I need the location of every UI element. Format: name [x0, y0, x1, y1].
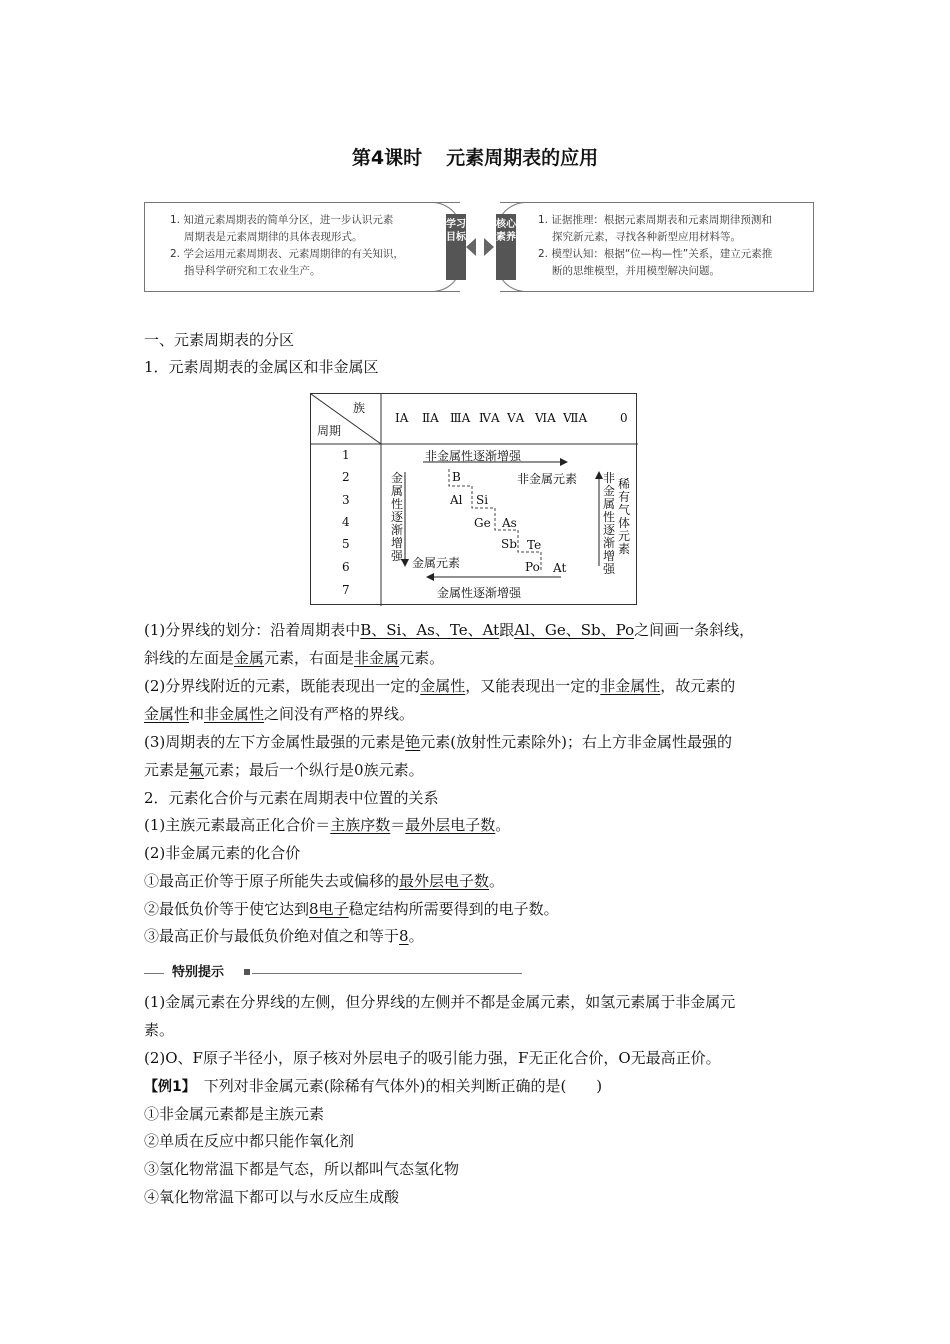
example-question — [144, 1076, 814, 1097]
paragraph-6 — [144, 871, 814, 891]
paragraph-1-line1 — [144, 620, 814, 640]
paragraph-2-line2 — [144, 704, 814, 724]
paragraph-4 — [144, 815, 814, 835]
example-option-2: ②单质在反应中都只能作氧化剂 — [144, 1132, 355, 1150]
group-IVA: ⅣA — [479, 411, 500, 425]
p8-text-a: ③最高正价与最低负价绝对值之和等于 — [144, 927, 400, 945]
p8-answer-1: 8 — [399, 927, 409, 945]
header-zhouqi: 周期 — [317, 424, 342, 438]
tip-line-2: 素。 — [144, 1021, 175, 1039]
objective-right-1: 1. 证据推理：根据元素周期表和元素周期律预测和 — [538, 214, 772, 226]
example-option-1: ①非金属元素都是主族元素 — [144, 1105, 325, 1123]
p1-text-c: 之间画一条斜线， — [634, 621, 755, 639]
example-option-3: ③氢化物常温下都是气态，所以都叫气态氢化物 — [144, 1160, 460, 1178]
period-5: 5 — [342, 537, 350, 551]
p2-text-e: 之间没有严格的界线。 — [264, 705, 415, 723]
paragraph-5: (2)非金属元素的化合价 — [144, 844, 301, 862]
period-1: 1 — [342, 448, 350, 462]
element-Po: Po — [525, 560, 540, 574]
title-lesson: 第4课时 — [351, 147, 423, 169]
p3-answer-1: 铯 — [405, 733, 421, 751]
objectives-left-text — [170, 212, 440, 280]
example-option-4: ④氧化物常温下都可以与水反应生成酸 — [144, 1188, 400, 1206]
objective-left-1: 1. 知道元素周期表的简单分区，进一步认识元素 — [170, 214, 394, 226]
p1-text-e: 元素，右面是 — [264, 649, 355, 667]
nonmetal-label: 非金属元素 — [517, 472, 578, 486]
period-6: 6 — [342, 560, 350, 574]
p3-text-c: 元素是 — [144, 761, 190, 779]
section-heading: 一、元素周期表的分区 — [144, 331, 295, 349]
p4-text-b: ＝ — [390, 816, 406, 834]
p1-answer-4: 非金属 — [354, 649, 400, 667]
p2-answer-1: 金属性 — [420, 677, 466, 695]
p2-text-d: 和 — [189, 705, 205, 723]
p6-text-b: 。 — [489, 872, 505, 890]
tip-line-1: (1)金属元素在分界线的左侧，但分界线的左侧并不都是金属元素，如氢元素属于非金属元 — [144, 993, 736, 1011]
periodic-table-diagram — [310, 393, 637, 605]
arrow-right-icon — [484, 238, 494, 256]
group-0: 0 — [620, 411, 628, 425]
element-At: At — [553, 561, 567, 575]
objective-right-2: 2. 模型认知：根据“位—构—性”关系，建立元素推 — [538, 248, 773, 260]
subsection-1-heading: 1．元素周期表的金属区和非金属区 — [144, 358, 379, 376]
p6-answer-1: 最外层电子数 — [399, 872, 490, 890]
tip-label: 特别提示 — [172, 965, 225, 980]
paragraph-1-line2 — [144, 648, 814, 668]
paragraph-3-line2 — [144, 760, 814, 780]
p2-answer-3: 金属性 — [144, 705, 190, 723]
p4-answer-1: 主族序数 — [330, 816, 391, 834]
element-Ge: Ge — [474, 516, 491, 530]
tip-line-left — [144, 973, 164, 974]
left-arrow-label: 金属性逐渐增强 — [390, 471, 403, 563]
p7-text-a: ②最低负价等于使它达到 — [144, 900, 310, 918]
paragraph-3-line1 — [144, 732, 814, 752]
group-VIA: ⅥA — [535, 411, 556, 425]
tip-line-right — [252, 973, 522, 974]
tip-square-icon — [244, 969, 250, 975]
p7-answer-1: 8电子 — [309, 900, 349, 918]
group-IIIA: ⅢA — [450, 411, 471, 425]
p1-text-f: 元素。 — [399, 649, 445, 667]
p2-text-a: (2)分界线附近的元素，既能表现出一定的 — [144, 677, 421, 695]
p1-answer-2: Al、Ge、Sb、Po — [514, 621, 635, 639]
element-Sb: Sb — [501, 537, 517, 551]
group-VA: ⅤA — [507, 411, 525, 425]
objective-right-2b: 断的思维模型，并用模型解决问题。 — [552, 265, 720, 277]
p3-text-a: (3)周期表的左下方金属性最强的元素是 — [144, 733, 406, 751]
tip-header — [144, 964, 522, 982]
p3-text-d: 元素；最后一个纵行是0族元素。 — [204, 761, 424, 779]
metal-label: 金属元素 — [412, 556, 461, 570]
page-title — [0, 143, 950, 170]
p2-answer-4: 非金属性 — [204, 705, 265, 723]
p1-text-d: 斜线的左面是 — [144, 649, 235, 667]
group-VIIA: ⅦA — [563, 411, 588, 425]
title-topic: 元素周期表的应用 — [446, 147, 599, 169]
example-tag: 【例1】 — [144, 1079, 196, 1095]
p2-answer-2: 非金属性 — [600, 677, 661, 695]
period-7: 7 — [342, 583, 350, 597]
paragraph-8 — [144, 926, 814, 946]
period-4: 4 — [342, 515, 350, 529]
p1-answer-1: B、Si、As、Te、At — [360, 621, 500, 639]
p3-text-b: 元素(放射性元素除外)；右上方非金属性最强的 — [420, 733, 732, 751]
arrow-left-icon — [466, 238, 476, 256]
p3-answer-2: 氟 — [189, 761, 205, 779]
element-Te: Te — [527, 538, 542, 552]
element-As: As — [502, 516, 517, 530]
p4-text-a: (1)主族元素最高正化合价＝ — [144, 816, 331, 834]
right-arrow-label: 非金属性逐渐增强 — [602, 471, 615, 576]
group-IA: ⅠA — [395, 411, 409, 425]
objective-left-1b: 周期表是元素周期律的具体表现形式。 — [184, 231, 363, 243]
p7-text-b: 稳定结构所需要得到的电子数。 — [348, 900, 559, 918]
badge-core-literacy: 核心素养 — [496, 214, 516, 280]
subsection-2-heading: 2．元素化合价与元素在周期表中位置的关系 — [144, 789, 439, 807]
element-Al: Al — [450, 493, 463, 507]
p4-text-c: 。 — [495, 816, 511, 834]
example-stem: 下列对非金属元素(除稀有气体外)的相关判断正确的是( ) — [203, 1077, 603, 1095]
objective-left-2: 2. 学会运用元素周期表、元素周期律的有关知识， — [170, 248, 404, 260]
objectives-right-text — [538, 212, 808, 280]
p1-answer-3: 金属 — [234, 649, 265, 667]
tip-line-3: (2)O、F原子半径小，原子核对外层电子的吸引能力强，F无正化合价，O无最高正价。 — [144, 1049, 721, 1067]
top-arrow-label: 非金属性逐渐增强 — [425, 449, 522, 463]
bottom-arrow-label: 金属性逐渐增强 — [437, 586, 522, 600]
p8-text-b: 。 — [408, 927, 424, 945]
p1-text-b: 跟 — [499, 621, 515, 639]
p2-text-c: ，故元素的 — [660, 677, 736, 695]
group-IIA: ⅡA — [422, 411, 439, 425]
objective-right-1b: 探究新元素，寻找各种新型应用材料等。 — [552, 231, 741, 243]
p6-text-a: ①最高正价等于原子所能失去或偏移的 — [144, 872, 400, 890]
p1-text-a: (1)分界线的划分：沿着周期表中 — [144, 621, 361, 639]
objective-left-2b: 指导科学研究和工农业生产。 — [184, 265, 321, 277]
header-zu: 族 — [353, 401, 366, 415]
badge-learning-goals: 学习目标 — [446, 214, 466, 280]
noble-gas-label: 稀有气体元素 — [617, 477, 630, 556]
period-3: 3 — [342, 493, 350, 507]
element-Si: Si — [476, 493, 489, 507]
p4-answer-2: 最外层电子数 — [405, 816, 496, 834]
p2-text-b: ，又能表现出一定的 — [465, 677, 601, 695]
paragraph-2-line1 — [144, 676, 814, 696]
element-B: B — [452, 470, 461, 484]
paragraph-7 — [144, 899, 814, 919]
periodic-table-lines — [311, 394, 638, 606]
period-2: 2 — [342, 470, 350, 484]
